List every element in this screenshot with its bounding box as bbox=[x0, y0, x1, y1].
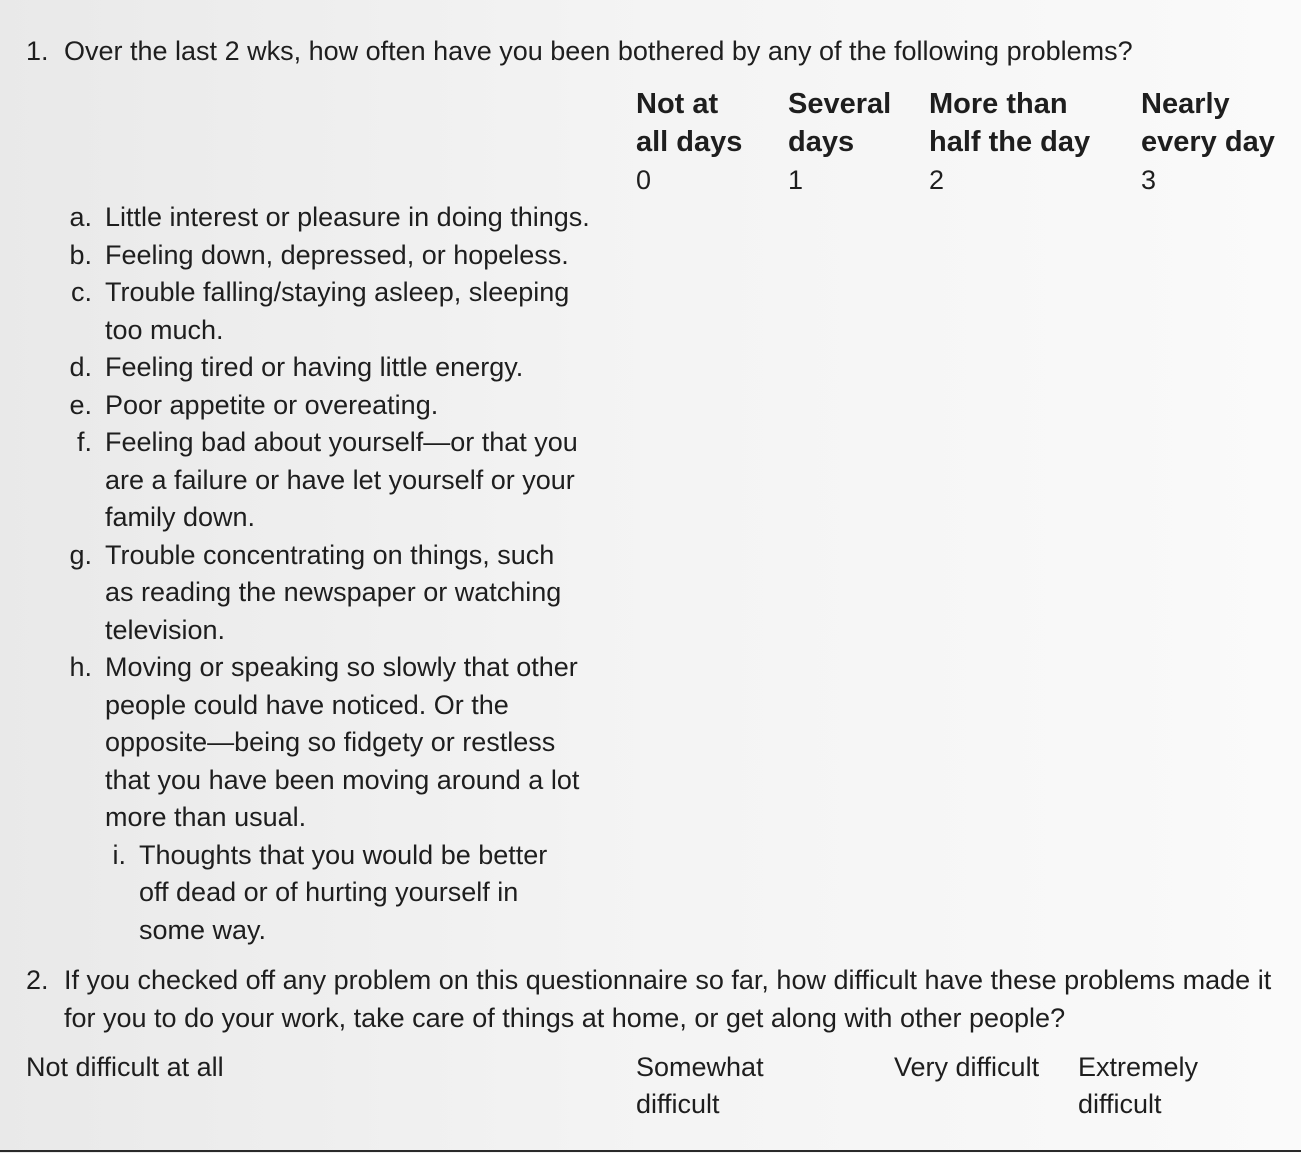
item-text: Trouble concentrating on things, such as reading the newspaper or watching television. bbox=[105, 539, 562, 645]
item-text: Feeling tired or having little energy. bbox=[105, 352, 524, 382]
question-1-text: Over the last 2 wks, how often have you been bothered by any of the following problems? bbox=[64, 36, 1133, 66]
item-text: Little interest or pleasure in doing things. bbox=[105, 202, 590, 232]
option-not-difficult: Not difficult at all bbox=[26, 1052, 224, 1082]
symptom-item-c bbox=[62, 274, 622, 349]
symptom-item-d bbox=[62, 349, 622, 387]
option-extremely-difficult: Extremely difficult bbox=[1078, 1052, 1199, 1119]
item-letter: b. bbox=[69, 239, 92, 270]
item-letter: i. bbox=[112, 839, 126, 870]
symptom-item-f bbox=[62, 424, 622, 537]
item-letter: e. bbox=[69, 389, 92, 420]
symptom-item-g bbox=[62, 537, 622, 650]
item-text: Feeling down, depressed, or hopeless. bbox=[105, 239, 569, 270]
column-label: More than half the day bbox=[929, 88, 1091, 158]
column-score: 1 bbox=[788, 165, 804, 195]
question-1-number: 1. bbox=[26, 36, 49, 66]
item-text: Moving or speaking so slowly that other people could have noticed. Or the opposite—being so fidgety or restless that you have been moving around a lot more than usual. bbox=[105, 652, 580, 832]
item-text: Feeling bad about yourself—or that you are a failure or have let yourself or your family down. bbox=[105, 427, 578, 532]
question-2-text: If you checked off any problem on this questionnaire so far, how difficult have these problems made it for you to do your work, take care of things at home, or get along with other people? bbox=[64, 965, 1272, 1033]
item-letter: f. bbox=[76, 427, 92, 457]
item-letter: d. bbox=[69, 352, 92, 382]
item-text: Poor appetite or overeating. bbox=[105, 389, 439, 420]
item-text: Thoughts that you would be better off dead or of hurting yourself in some way. bbox=[139, 839, 548, 945]
symptom-item-b bbox=[62, 237, 622, 275]
symptom-item-i bbox=[62, 837, 622, 950]
column-score: 0 bbox=[636, 165, 652, 195]
bottom-divider bbox=[0, 1150, 1301, 1152]
column-header-nearly-every-day bbox=[1141, 85, 1291, 199]
column-label: Several days bbox=[788, 88, 892, 158]
option-very-difficult: Very difficult bbox=[894, 1052, 1040, 1082]
column-label: Nearly every day bbox=[1141, 88, 1275, 158]
item-letter: h. bbox=[69, 652, 92, 682]
column-header-not-at-all bbox=[636, 85, 776, 199]
question-2-number: 2. bbox=[26, 965, 49, 995]
column-score: 3 bbox=[1141, 165, 1157, 195]
symptom-item-h bbox=[62, 649, 622, 837]
item-letter: a. bbox=[69, 202, 92, 232]
option-somewhat-difficult: Somewhat difficult bbox=[636, 1052, 764, 1119]
column-label: Not at all days bbox=[636, 88, 743, 158]
question-2 bbox=[26, 961, 1286, 1037]
symptom-list bbox=[62, 199, 622, 949]
question-1 bbox=[26, 32, 1133, 70]
symptom-item-a bbox=[62, 199, 622, 237]
item-text: Trouble falling/staying asleep, sleeping too much. bbox=[105, 277, 570, 345]
symptom-item-e bbox=[62, 387, 622, 425]
column-score: 2 bbox=[929, 165, 945, 195]
column-header-several-days bbox=[788, 85, 918, 199]
item-letter: g. bbox=[69, 539, 92, 570]
column-header-more-than-half bbox=[929, 85, 1119, 199]
item-letter: c. bbox=[70, 277, 92, 307]
